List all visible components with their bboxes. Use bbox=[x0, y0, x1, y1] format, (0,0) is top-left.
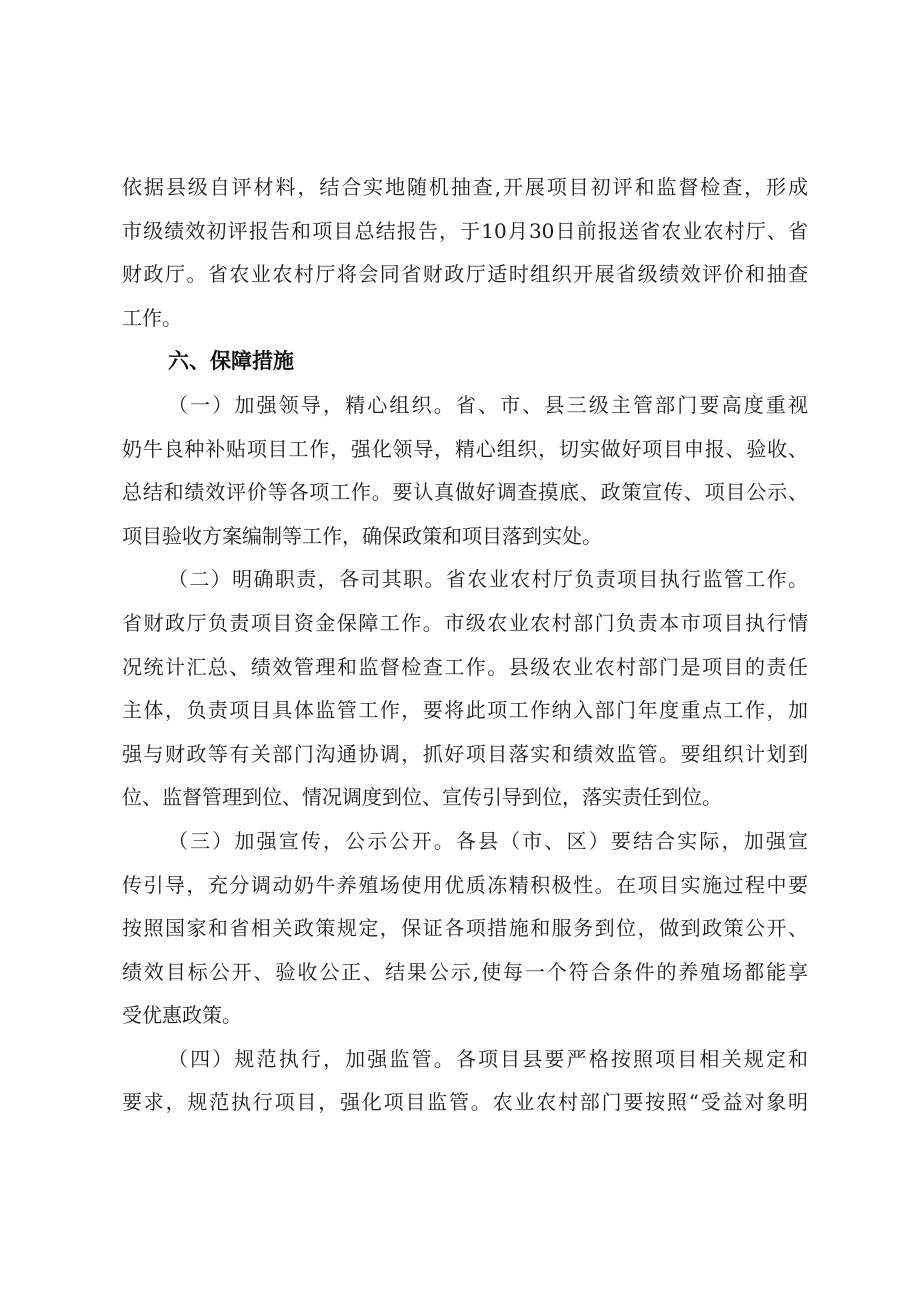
paragraph-line: 绩效目标公开、验收公正、结果公示,使每一个符合条件的养殖场都能享 bbox=[122, 959, 808, 984]
paragraph-line: （四）规范执行，加强监管。各项目县要严格按照项目相关规定和 bbox=[168, 1046, 808, 1071]
paragraph-line: 省财政厅负责项目资金保障工作。市级农业农村部门负责本市项目执行情 bbox=[122, 610, 808, 635]
paragraph-line: 按照国家和省相关政策规定，保证各项措施和服务到位，做到政策公开、 bbox=[122, 916, 808, 941]
paragraph-line: 总结和绩效评价等各项工作。要认真做好调查摸底、政策宣传、项目公示、 bbox=[122, 480, 808, 505]
paragraph-line: （二）明确职责，各司其职。省农业农村厅负责项目执行监管工作。 bbox=[168, 567, 808, 592]
document-body bbox=[122, 166, 808, 1125]
paragraph-line: 项目验收方案编制等工作，确保政策和项目落到实处。 bbox=[122, 523, 602, 548]
paragraph-line: 况统计汇总、绩效管理和监督检查工作。县级农业农村部门是项目的责任 bbox=[122, 654, 808, 679]
paragraph-line: 位、监督管理到位、情况调度到位、宣传引导到位，落实责任到位。 bbox=[122, 785, 722, 810]
paragraph-line: 传引导，充分调动奶牛养殖场使用优质冻精积极性。在项目实施过程中要 bbox=[122, 872, 808, 897]
paragraph-line: 财政厅。省农业农村厅将会同省财政厅适时组织开展省级绩效评价和抽查 bbox=[122, 262, 808, 287]
paragraph-line: 工作。 bbox=[122, 305, 182, 330]
paragraph-line: 要求，规范执行项目，强化项目监管。农业农村部门要按照“受益对象明 bbox=[122, 1090, 808, 1115]
paragraph-line: 强与财政等有关部门沟通协调，抓好项目落实和绩效监管。要组织计划到 bbox=[122, 741, 808, 766]
paragraph-line: （一）加强领导，精心组织。省、市、县三级主管部门要高度重视 bbox=[168, 392, 808, 417]
paragraph-line: 主体，负责项目具体监管工作，要将此项工作纳入部门年度重点工作，加 bbox=[122, 698, 808, 723]
paragraph-supervision bbox=[122, 1038, 808, 1125]
paragraph-line: 依据县级自评材料，结合实地随机抽查,开展项目初评和监督检查，形成 bbox=[122, 175, 808, 199]
paragraph-evaluation-continued bbox=[122, 166, 808, 340]
paragraph-publicity bbox=[122, 820, 808, 1038]
paragraph-responsibilities bbox=[122, 558, 808, 820]
section-heading: 六、保障措施 bbox=[168, 349, 294, 374]
paragraph-line: 受优惠政策。 bbox=[122, 1003, 242, 1028]
paragraph-line: 市级绩效初评报告和项目总结报告，于10月30日前报送省农业农村厅、省 bbox=[122, 218, 808, 243]
paragraph-leadership bbox=[122, 384, 808, 558]
paragraph-line: （三）加强宣传，公示公开。各县（市、区）要结合实际，加强宣 bbox=[168, 828, 808, 853]
paragraph-line: 奶牛良种补贴项目工作，强化领导，精心组织，切实做好项目申报、验收、 bbox=[122, 436, 808, 461]
